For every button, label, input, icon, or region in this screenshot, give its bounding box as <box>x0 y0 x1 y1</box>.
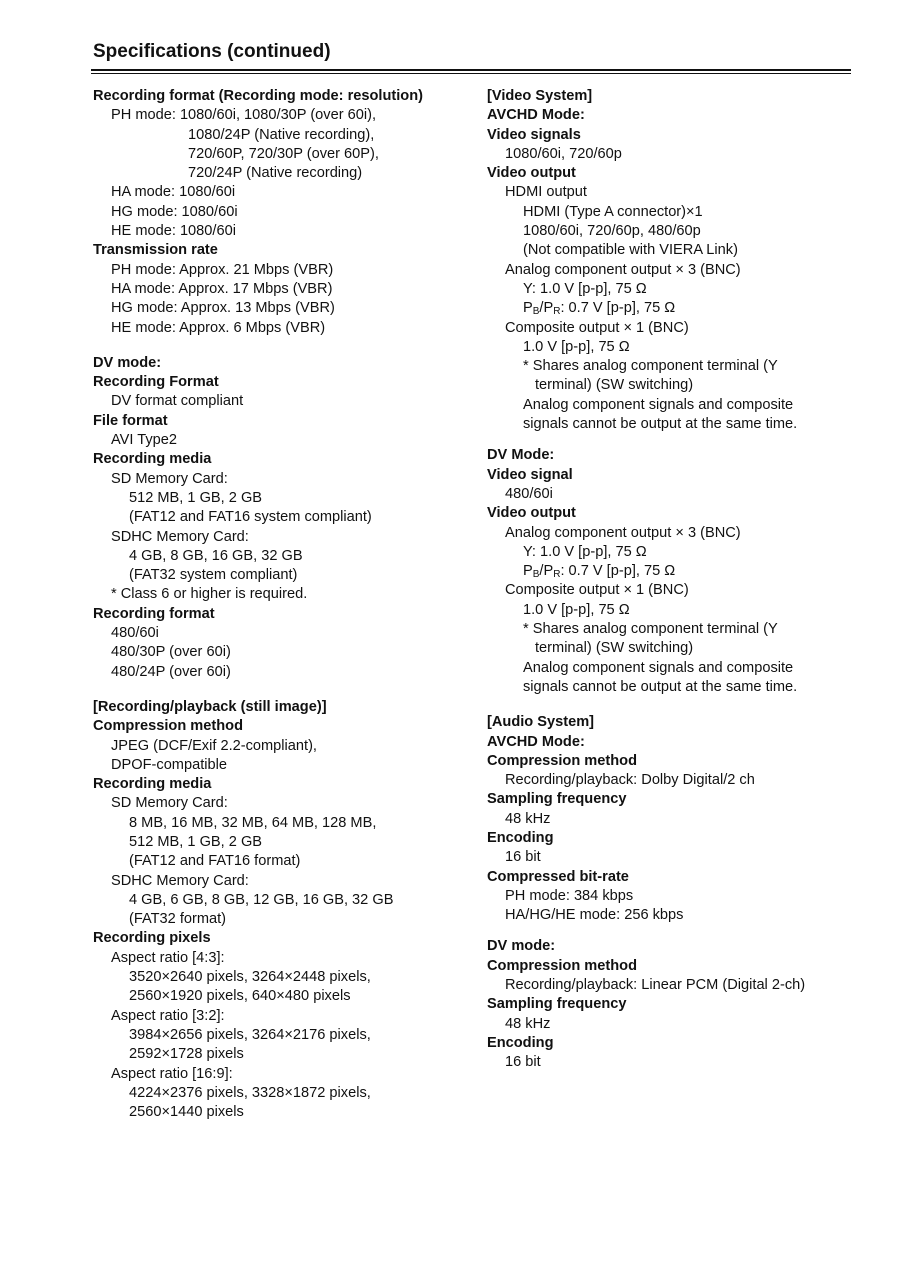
spec-line: 4 GB, 8 GB, 16 GB, 32 GB <box>129 547 303 564</box>
spec-heading: DV Mode: <box>487 447 555 464</box>
spec-heading: Compressed bit-rate <box>487 868 629 885</box>
spec-line: SDHC Memory Card: <box>111 528 249 545</box>
spec-heading: Video signals <box>487 126 581 143</box>
spec-heading: [Audio System] <box>487 714 595 731</box>
spec-line: 3520×2640 pixels, 3264×2448 pixels, <box>129 969 371 986</box>
spec-line: HDMI (Type A connector)×1 <box>523 203 703 220</box>
spec-line: 480/60i <box>111 625 159 642</box>
spec-heading: Compression method <box>487 752 638 769</box>
spec-line: * Class 6 or higher is required. <box>111 586 308 603</box>
spec-line: 512 MB, 1 GB, 2 GB <box>129 489 263 506</box>
spec-line: Analog component signals and composite <box>523 659 794 676</box>
spec-heading: Encoding <box>487 1034 554 1051</box>
spec-line: SD Memory Card: <box>111 470 228 487</box>
spacer <box>93 338 483 354</box>
spec-line: 720/60P, 720/30P (over 60P), <box>188 145 379 162</box>
specs-left-column <box>93 87 483 1122</box>
spec-line: SD Memory Card: <box>111 795 228 812</box>
spec-line: 2560×1920 pixels, 640×480 pixels <box>129 988 351 1005</box>
spec-line: Aspect ratio [16:9]: <box>111 1065 233 1082</box>
spec-line: 4 GB, 6 GB, 8 GB, 12 GB, 16 GB, 32 GB <box>129 891 394 908</box>
spec-line: Y: 1.0 V [p-p], 75 Ω <box>523 280 647 297</box>
spec-line: (FAT12 and FAT16 format) <box>129 853 301 870</box>
spec-line: * Shares analog component terminal (Y <box>523 621 778 638</box>
spec-heading: Sampling frequency <box>487 791 627 808</box>
spec-line: 1080/60i, 720/60p <box>505 145 622 162</box>
spec-line: PH mode: Approx. 21 Mbps (VBR) <box>111 261 334 278</box>
spec-line: $P_B/P_R$: 0.7 V [p-p], 75 Ω <box>523 300 676 318</box>
spec-line: Composite output × 1 (BNC) <box>505 582 689 599</box>
spec-line: 1080/60i, 720/60p, 480/60p <box>523 223 701 240</box>
spec-line: Analog component output × 3 (BNC) <box>505 261 741 278</box>
spec-line: HE mode: 1080/60i <box>111 223 236 240</box>
spec-line: 48 kHz <box>505 810 551 827</box>
spec-heading: AVCHD Mode: <box>487 107 585 124</box>
spec-line: DPOF-compatible <box>111 756 227 773</box>
spec-line: 1.0 V [p-p], 75 Ω <box>523 601 630 618</box>
spec-line: 480/30P (over 60i) <box>111 644 231 661</box>
spec-line: (FAT32 system compliant) <box>129 567 298 584</box>
spec-line: signals cannot be output at the same time. <box>523 416 798 433</box>
spec-heading: Compression method <box>487 957 638 974</box>
spec-line: 16 bit <box>505 1054 541 1071</box>
spec-line: 16 bit <box>505 849 541 866</box>
spec-heading: AVCHD Mode: <box>487 733 585 750</box>
spacer <box>487 925 877 937</box>
spec-line: 8 MB, 16 MB, 32 MB, 64 MB, 128 MB, <box>129 814 377 831</box>
page-title: Specifications (continued) <box>93 41 331 62</box>
spec-line: HE mode: Approx. 6 Mbps (VBR) <box>111 319 326 336</box>
spec-line: 720/24P (Native recording) <box>188 165 363 182</box>
spec-line: Composite output × 1 (BNC) <box>505 319 689 336</box>
spec-line: Analog component signals and composite <box>523 396 794 413</box>
spec-heading: Sampling frequency <box>487 996 627 1013</box>
spec-heading: DV mode: <box>487 938 556 955</box>
spec-heading: Recording Format <box>93 374 219 391</box>
spec-heading: Video output <box>487 165 576 182</box>
spec-line: (Not compatible with VIERA Link) <box>523 242 738 259</box>
spec-line: signals cannot be output at the same time. <box>523 678 798 695</box>
spec-line: HA/HG/HE mode: 256 kbps <box>505 907 684 924</box>
spec-line: JPEG (DCF/Exif 2.2-compliant), <box>111 737 317 754</box>
spec-line: HG mode: Approx. 13 Mbps (VBR) <box>111 300 335 317</box>
spec-line: * Shares analog component terminal (Y <box>523 358 778 375</box>
spec-line: Recording/playback: Linear PCM (Digital 2-ch) <box>505 977 806 994</box>
spec-line: Recording/playback: Dolby Digital/2 ch <box>505 772 755 789</box>
spacer <box>487 434 877 446</box>
spec-line: DV format compliant <box>111 393 244 410</box>
specs-right-column <box>487 87 877 1073</box>
spec-line: 480/24P (over 60i) <box>111 663 231 680</box>
spec-line: PH mode: 1080/60i, 1080/30P (over 60i), <box>111 107 377 124</box>
spec-line: 512 MB, 1 GB, 2 GB <box>129 833 263 850</box>
spec-line: $P_B/P_R$: 0.7 V [p-p], 75 Ω <box>523 563 676 581</box>
spec-heading: [Recording/playback (still image)] <box>93 698 327 715</box>
spec-line: HA mode: 1080/60i <box>111 184 236 201</box>
spacer <box>93 682 483 698</box>
spec-line: 480/60i <box>505 485 553 502</box>
spec-heading: Recording format <box>93 605 215 622</box>
spec-line: PH mode: 384 kbps <box>505 887 634 904</box>
spec-heading: Transmission rate <box>93 242 218 259</box>
spec-line: Aspect ratio [4:3]: <box>111 949 225 966</box>
title-divider <box>91 69 851 74</box>
spec-heading: Recording format (Recording mode: resolution) <box>93 88 423 104</box>
spec-line: HG mode: 1080/60i <box>111 203 238 220</box>
spec-heading: [Video System] <box>487 88 593 104</box>
spec-line: 1.0 V [p-p], 75 Ω <box>523 338 630 355</box>
spec-line: 4224×2376 pixels, 3328×1872 pixels, <box>129 1084 371 1101</box>
spec-line: 2592×1728 pixels <box>129 1046 244 1063</box>
spec-line: Aspect ratio [3:2]: <box>111 1007 225 1024</box>
spec-heading: Recording media <box>93 451 212 468</box>
spec-heading: Video output <box>487 505 576 522</box>
spec-line: SDHC Memory Card: <box>111 872 249 889</box>
spec-line: HDMI output <box>505 184 587 201</box>
spec-line: AVI Type2 <box>111 432 177 449</box>
spec-line: Y: 1.0 V [p-p], 75 Ω <box>523 543 647 560</box>
spec-line: Analog component output × 3 (BNC) <box>505 524 741 541</box>
spec-line: terminal) (SW switching) <box>535 377 694 394</box>
spec-line: (FAT12 and FAT16 system compliant) <box>129 509 372 526</box>
spec-line: 2560×1440 pixels <box>129 1104 244 1121</box>
spec-heading: Encoding <box>487 829 554 846</box>
spacer <box>487 697 877 713</box>
spec-heading: Compression method <box>93 718 244 735</box>
spec-line: 1080/24P (Native recording), <box>188 126 375 143</box>
spec-line: 48 kHz <box>505 1015 551 1032</box>
spec-line: 3984×2656 pixels, 3264×2176 pixels, <box>129 1026 371 1043</box>
spec-line: (FAT32 format) <box>129 911 227 928</box>
spec-heading: Video signal <box>487 466 573 483</box>
spec-heading: Recording pixels <box>93 930 211 947</box>
spec-heading: DV mode: <box>93 354 162 371</box>
spec-heading: File format <box>93 412 168 429</box>
spec-line: terminal) (SW switching) <box>535 640 694 657</box>
spec-heading: Recording media <box>93 776 212 793</box>
spec-line: HA mode: Approx. 17 Mbps (VBR) <box>111 280 333 297</box>
